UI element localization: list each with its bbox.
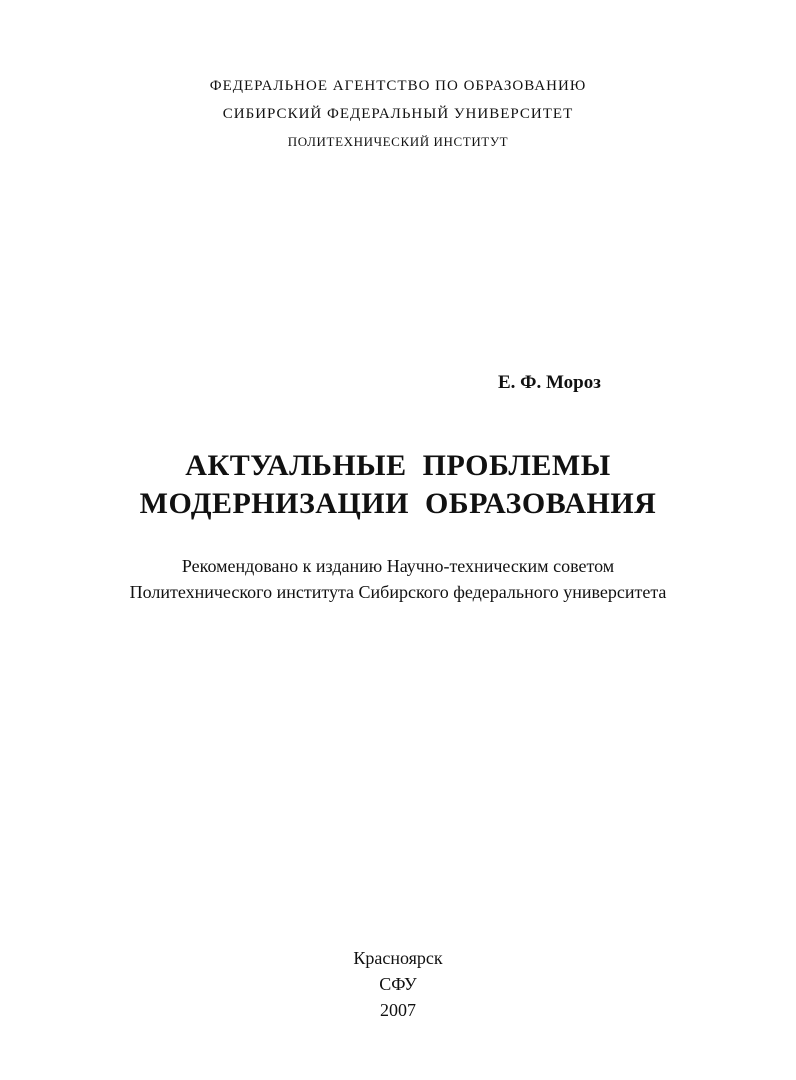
imprint-city: Красноярск [353, 948, 443, 968]
institute-name: ПОЛИТЕХНИЧЕСКИЙ ИНСТИТУТ [287, 134, 509, 149]
author-name: Е. Ф. Мороз [498, 372, 601, 393]
publication-recommendation [0, 553, 796, 605]
organization-header [0, 72, 796, 156]
imprint-year: 2007 [380, 1000, 416, 1020]
imprint-publisher: СФУ [379, 974, 417, 994]
imprint [0, 945, 796, 1023]
book-title-line-2: МОДЕРНИЗАЦИИ ОБРАЗОВАНИЯ [139, 487, 657, 520]
university-name: СИБИРСКИЙ ФЕДЕРАЛЬНЫЙ УНИВЕРСИТЕТ [222, 106, 574, 122]
recommendation-line-1: Рекомендовано к изданию Научно-техническим советом [181, 556, 615, 576]
recommendation-line-2: Политехнического института Сибирского федерального университета [129, 582, 667, 602]
book-title-line-1: АКТУАЛЬНЫЕ ПРОБЛЕМЫ [185, 449, 611, 482]
book-title [0, 447, 796, 523]
agency-name: ФЕДЕРАЛЬНОЕ АГЕНТСТВО ПО ОБРАЗОВАНИЮ [209, 78, 587, 94]
